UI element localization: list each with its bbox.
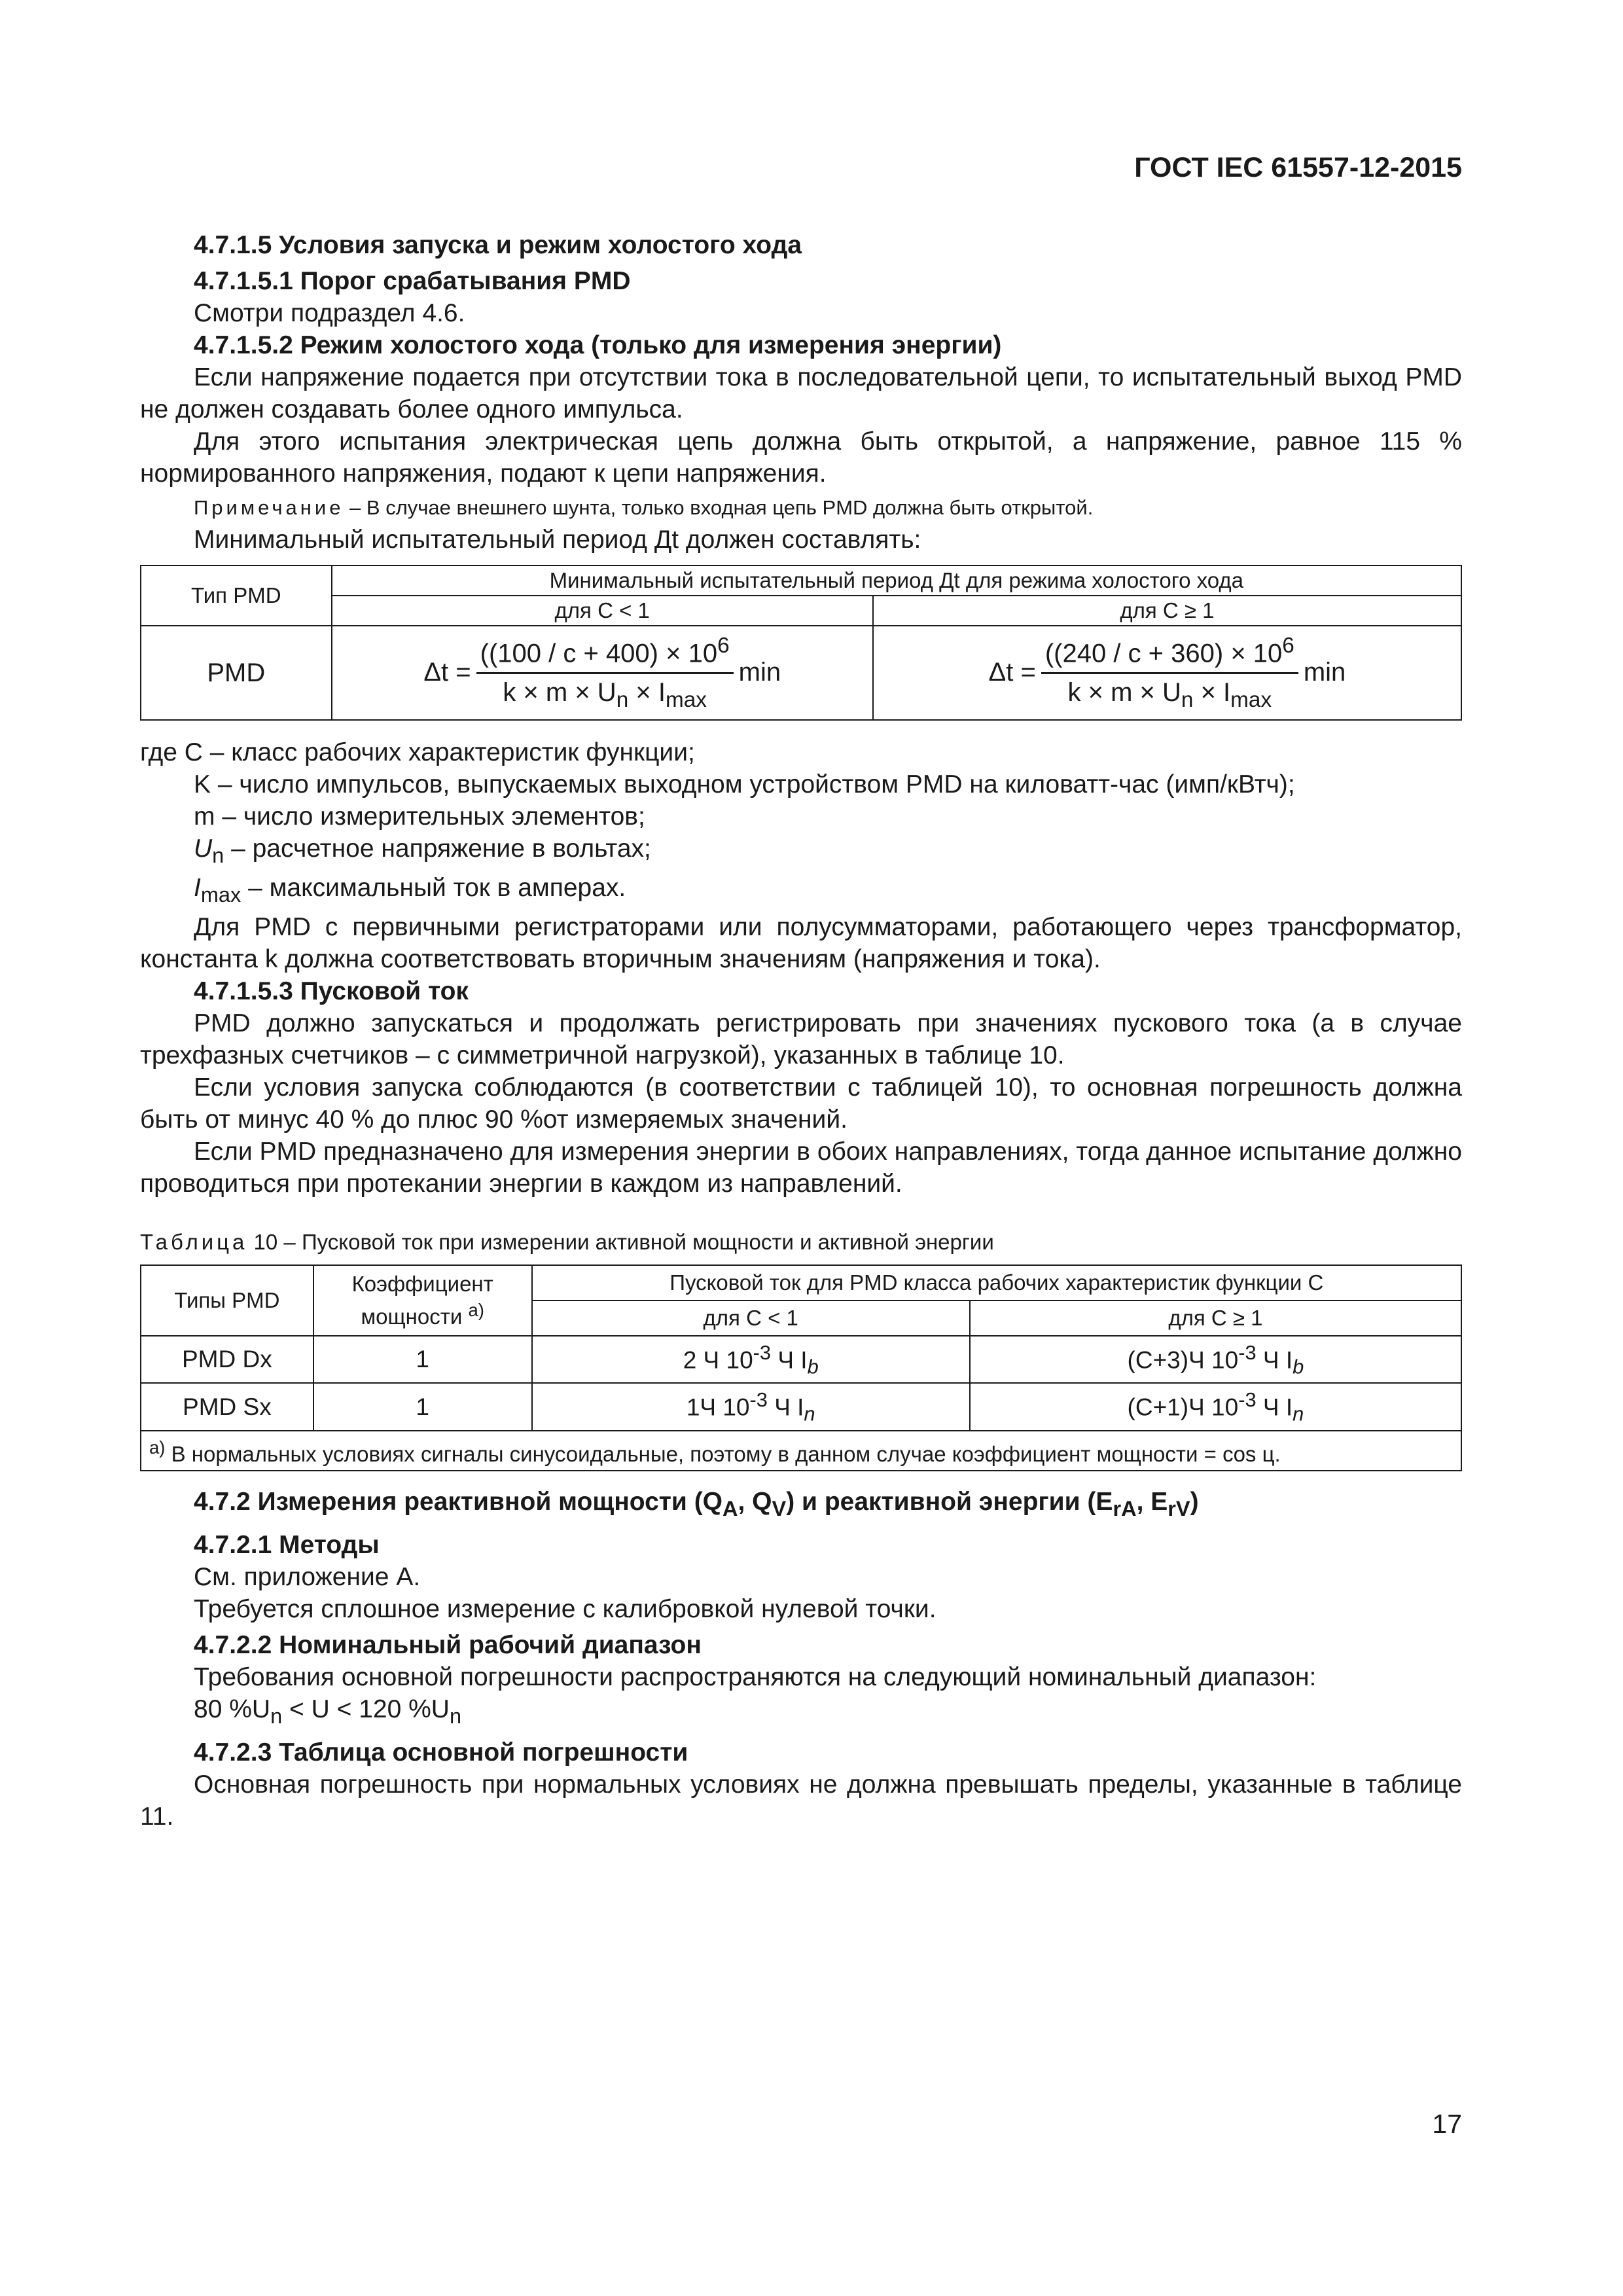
formula-ge1-denominator: $k \times m \times U_n \times I_{max}$ xyxy=(1067,678,1272,713)
heading-4-7-2: 4.7.2 Измерения реактивной мощности ($Q_A$, $Q_V$) и реактивной энергии ($E_{rA}$, $E_{rV}$) xyxy=(194,1488,1199,1520)
table10-caption: Таблица 10 – Пусковой ток при измерении активной мощности и активной энергии xyxy=(140,1229,994,1254)
table10-cell-coef: 1 xyxy=(313,1383,532,1431)
formula-ge1-unit: min xyxy=(1303,658,1346,687)
note xyxy=(140,493,1462,522)
paragraph-start-current-3: Если PMD предназначено для измерения энергии в обоих направлениях, тогда данное испытание должно проводиться при протекании энергии в каждом из направлений. xyxy=(140,1137,1462,1198)
table1-header-period: Минимальный испытательный период Дt для режима холостого хода xyxy=(332,565,1461,596)
table10-cell-ge1: (C+1)Ч $10^{-3}$ Ч $I_n$ xyxy=(970,1383,1461,1431)
definition-un: $U_n$ – расчетное напряжение в вольтах; xyxy=(194,834,651,867)
table-row xyxy=(141,1336,1461,1384)
formula-lt1-lhs: Δt = xyxy=(423,658,471,687)
table-min-test-period xyxy=(140,565,1462,721)
table1-formula-cell-ge1 xyxy=(873,626,1461,720)
heading-4-7-1-5-1: 4.7.1.5.1 Порог срабатывания PMD xyxy=(194,267,631,295)
definition-m: m – число измерительных элементов; xyxy=(194,802,645,831)
heading-4-7-2-2: 4.7.2.2 Номинальный рабочий диапазон xyxy=(194,1630,702,1659)
formula-lt1 xyxy=(423,630,781,716)
table10-cell-ge1: (C+3)Ч $10^{-3}$ Ч $I_b$ xyxy=(970,1336,1461,1384)
definition-c: где C – класс рабочих характеристик функции; xyxy=(140,738,695,766)
paragraph-start-current-2: Если условия запуска соблюдаются (в соответствии с таблицей 10), то основная погрешность должна быть от минус 40 % до плюс 90 %от измеряемых значений. xyxy=(140,1073,1462,1134)
table10-cell-coef: 1 xyxy=(313,1336,532,1384)
paragraph-no-load-2: Для этого испытания электрическая цепь должна быть открытой, а напряжение, равное 115 % нормированного напряжения, подают к цепи напряжения. xyxy=(140,427,1462,488)
definition-k: K – число импульсов, выпускаемых выходном устройством PMD на киловатт-час (имп/кВтч); xyxy=(194,770,1295,798)
paragraph-start-current-1: PMD должно запускаться и продолжать регистрировать при значениях пускового тока (а в случае трехфазных счетчиков – с симметричной нагрузкой), указанных в таблице 10. xyxy=(140,1009,1462,1069)
table1-header-type: Тип PMD xyxy=(141,565,332,626)
heading-4-7-2-1: 4.7.2.1 Методы xyxy=(194,1530,380,1559)
formula-ge1-numerator: ($(240 / c + 360) \times 10^6$ xyxy=(1041,630,1298,674)
table10-cell-lt1: 1Ч $10^{-3}$ Ч $I_n$ xyxy=(532,1383,970,1431)
table10-subheader-ge1: для C ≥ 1 xyxy=(970,1300,1461,1336)
text-see-appendix: См. приложение А. xyxy=(194,1562,421,1591)
text-continuous-measurement: Требуется сплошное измерение с калибровкой нулевой точки. xyxy=(194,1594,936,1623)
formula-lt1-unit: min xyxy=(738,658,781,687)
paragraph-basic-error: Основная погрешность при нормальных условиях не должна превышать пределы, указанные в таблице 11. xyxy=(140,1770,1462,1831)
table10-header-coef: Коэффициент мощности $^{а)}$ xyxy=(313,1265,532,1336)
document-header: ГОСТ IEC 61557-12-2015 xyxy=(1134,152,1462,183)
formula-lt1-denominator: $k \times m \times U_n \times I_{max}$ xyxy=(503,678,707,713)
formula-ge1 xyxy=(989,630,1346,716)
heading-4-7-1-5: 4.7.1.5 Условия запуска и режим холостого хода xyxy=(194,231,802,259)
table10-header-types: Типы PMD xyxy=(141,1265,313,1336)
page-number: 17 xyxy=(1432,2109,1462,2139)
table-10-start-current xyxy=(140,1265,1462,1471)
table10-subheader-lt1: для C < 1 xyxy=(532,1300,970,1336)
table10-cell-lt1: 2 Ч $10^{-3}$ Ч $I_b$ xyxy=(532,1336,970,1384)
table10-header-start-current: Пусковой ток для PMD класса рабочих характеристик функции C xyxy=(532,1265,1461,1300)
table1-formula-cell-lt1 xyxy=(332,626,873,720)
text-range-formula: 80 $\%U_n < U < 120$ $\%U_n$ xyxy=(194,1695,462,1728)
text-see-subsection: Смотри подраздел 4.6. xyxy=(194,299,465,327)
text-nominal-range: Требования основной погрешности распространяются на следующий номинальный диапазон: xyxy=(194,1662,1317,1691)
heading-4-7-2-3: 4.7.2.3 Таблица основной погрешности xyxy=(194,1738,688,1767)
paragraph-pmd-transformer: Для PMD с первичными регистраторами или полусумматорами, работающего через трансформатор, константа k должна соответствовать вторичным значениям (напряжения и тока). xyxy=(140,912,1462,973)
formula-ge1-lhs: Δt = xyxy=(988,658,1036,687)
heading-4-7-1-5-2: 4.7.1.5.2 Режим холостого хода (только для измерения энергии) xyxy=(194,331,1002,359)
table10-cell-type: PMD Sx xyxy=(141,1383,313,1431)
note-label: Примечание xyxy=(194,496,344,519)
definition-imax: $I_{max}$ – максимальный ток в амперах. xyxy=(194,873,626,906)
formula-ge1-fraction xyxy=(1041,630,1298,716)
table10-footnote: $^{а)}$ В нормальных условиях сигналы синусоидальные, поэтому в данном случае коэффициент мощности = cos ц. xyxy=(141,1431,1461,1471)
table-row xyxy=(141,1383,1461,1431)
formula-lt1-numerator: ($(100 / c + 400) \times 10^6$ xyxy=(476,630,734,674)
page-content xyxy=(140,229,1462,1833)
formula-lt1-fraction xyxy=(476,630,734,716)
table1-subheader-lt1: для C < 1 xyxy=(332,596,873,626)
text-min-period: Минимальный испытательный период Дt должен составлять: xyxy=(194,526,921,554)
heading-4-7-1-5-3: 4.7.1.5.3 Пусковой ток xyxy=(194,977,469,1005)
note-text: – В случае внешнего шунта, только входная цепь PMD должна быть открытой. xyxy=(344,496,1094,519)
table1-subheader-ge1: для C ≥ 1 xyxy=(873,596,1461,626)
table1-row-label: PMD xyxy=(141,626,332,720)
paragraph-no-load-1: Если напряжение подается при отсутствии тока в последовательной цепи, то испытательный выход PMD не должен создавать более одного импульса. xyxy=(140,363,1462,423)
table10-cell-type: PMD Dx xyxy=(141,1336,313,1384)
